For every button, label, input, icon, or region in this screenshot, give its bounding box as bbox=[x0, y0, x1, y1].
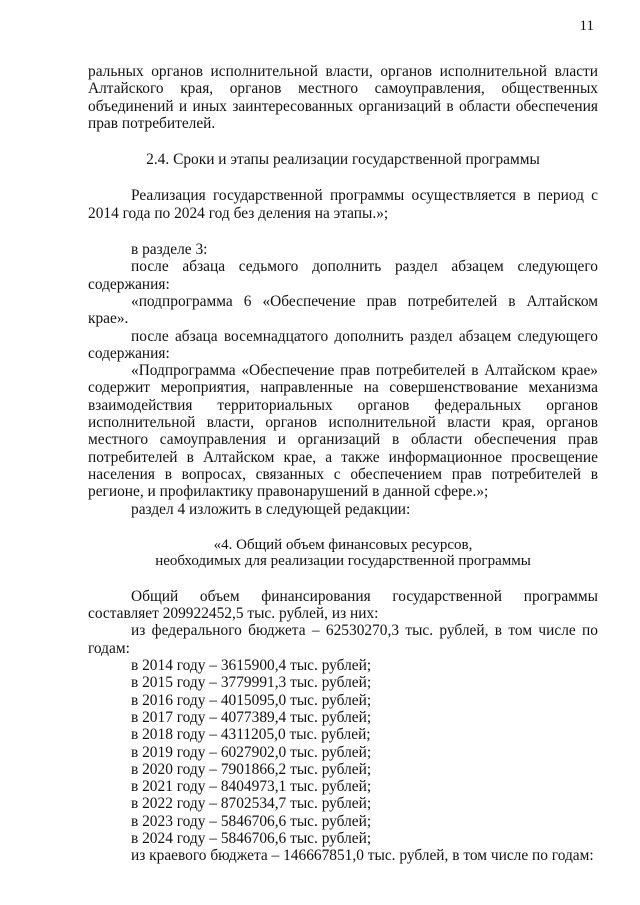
total-financing: Общий объем финансирования государственной программы составляет 209922452,5 тыс. рублей, из них: bbox=[88, 587, 598, 623]
section-4-instruction: раздел 4 изложить в следующей редакции: bbox=[131, 500, 411, 518]
year-line: в 2019 году – 6027902,0 тыс. рублей; bbox=[131, 743, 372, 761]
year-line: в 2020 году – 7901866,2 тыс. рублей; bbox=[131, 760, 372, 778]
year-line: в 2022 году – 8702534,7 тыс. рублей; bbox=[131, 795, 372, 813]
section-4-title-line2: необходимых для реализации государственной программы bbox=[155, 552, 531, 569]
year-line: в 2015 году – 3779991,3 тыс. рублей; bbox=[131, 674, 372, 692]
year-line: в 2024 году – 5846706,6 тыс. рублей; bbox=[131, 829, 372, 847]
year-line: в 2014 году – 3615900,4 тыс. рублей; bbox=[131, 657, 372, 675]
section-2-4-text: Реализация государственной программы осуществляется в период с 2014 года по 2024 год без деления на этапы.»; bbox=[88, 187, 598, 222]
opening-paragraph: ральных органов исполнительной власти, органов исполнительной власти Алтайского края, органов местного самоуправления, общественных объединений и иных заинтересованных организаций в области обеспечения прав потребителей. bbox=[88, 63, 598, 132]
year-line: в 2021 году – 8404973,1 тыс. рублей; bbox=[131, 778, 372, 796]
subprogram-6-line: «подпрограмма 6 «Обеспечение прав потребителей в Алтайском крае». bbox=[88, 292, 598, 328]
after-7th-paragraph: после абзаца седьмого дополнить раздел абзацем следующего содержания: bbox=[88, 258, 598, 293]
in-section-3: в разделе 3: bbox=[131, 241, 208, 259]
page-number: 11 bbox=[579, 18, 594, 34]
year-line: в 2016 году – 4015095,0 тыс. рублей; bbox=[131, 691, 372, 709]
document-body bbox=[88, 63, 598, 865]
year-line: в 2023 году – 5846706,6 тыс. рублей; bbox=[131, 812, 372, 830]
subprogram-paragraph: «Подпрограмма «Обеспечение прав потребителей в Алтайском крае» содержит мероприятия, направленные на совершенствование механизма взаимодействия территориальных органов федеральных органов исполнительной власти, органов исполнительной власти края, органов местного самоуправления и организаций в области обеспечения прав потребителей в Алтайском крае, а также информационное просвещение населения в вопросах, связанных с обеспечением прав потребителей в регионе, и профилактику правонарушений в данной сфере.»; bbox=[88, 362, 598, 501]
federal-budget: из федерального бюджета – 62530270,3 тыс. рублей, в том числе по годам: bbox=[88, 622, 598, 657]
year-line: в 2018 году – 4311205,0 тыс. рублей; bbox=[131, 726, 371, 744]
regional-budget: из краевого бюджета – 146667851,0 тыс. рублей, в том числе по годам: bbox=[131, 847, 594, 865]
federal-by-year-list bbox=[88, 657, 598, 847]
section-4-title-line1: «4. Общий объем финансовых ресурсов, bbox=[213, 536, 473, 553]
section-2-4-heading: 2.4. Сроки и этапы реализации государственной программы bbox=[146, 151, 540, 169]
year-line: в 2017 году – 4077389,4 тыс. рублей; bbox=[131, 708, 372, 726]
after-18th-paragraph: после абзаца восемнадцатого дополнить раздел абзацем следующего содержания: bbox=[88, 327, 598, 362]
